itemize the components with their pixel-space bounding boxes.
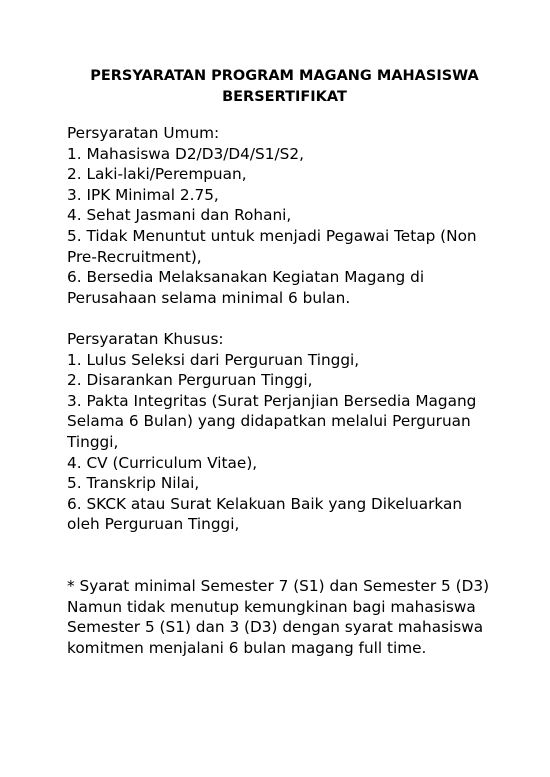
special-requirements bbox=[67, 329, 490, 535]
general-requirement-item: 1. Mahasiswa D2/D3/D4/S1/S2, bbox=[67, 144, 304, 163]
general-requirement-item: 5. Tidak Menuntut untuk menjadi Pegawai Tetap (Non Pre-Recruitment), bbox=[67, 226, 477, 266]
general-requirement-item: 2. Laki-laki/Perempuan, bbox=[67, 165, 247, 184]
document-title-line-2: BERSERTIFIKAT bbox=[222, 89, 347, 105]
general-requirement-item: 3. IPK Minimal 2.75, bbox=[67, 185, 219, 204]
general-requirements-heading: Persyaratan Umum: bbox=[67, 124, 220, 142]
general-requirement-item: 6. Bersedia Melaksanakan Kegiatan Magang di Perusahaan selama minimal 6 bulan. bbox=[67, 268, 425, 307]
special-requirement-item: 1. Lulus Seleksi dari Perguruan Tinggi, bbox=[67, 350, 360, 369]
semester-note bbox=[67, 576, 490, 658]
special-requirement-item: 4. CV (Curriculum Vitae), bbox=[67, 453, 258, 472]
general-requirements bbox=[67, 123, 490, 308]
section-spacer bbox=[67, 535, 490, 576]
document-title bbox=[67, 66, 490, 108]
special-requirements-heading: Persyaratan Khusus: bbox=[67, 329, 224, 348]
semester-note-text: * Syarat minimal Semester 7 (S1) dan Semester 5 (D3) Namun tidak menutup kemungkinan bagi mahasiswa Semester 5 (S1) dan 3 (D3) dengan syarat mahasiswa komitmen menjalani 6 bulan magang full time. bbox=[67, 577, 490, 657]
special-requirement-item: 2. Disarankan Perguruan Tinggi, bbox=[67, 371, 313, 390]
special-requirement-item: 3. Pakta Integritas (Surat Perjanjian Bersedia Magang Selama 6 Bulan) yang didapatkan melalui Perguruan Tinggi, bbox=[67, 391, 477, 451]
special-requirement-item: 5. Transkrip Nilai, bbox=[67, 474, 200, 493]
section-spacer bbox=[67, 308, 490, 329]
special-requirement-item: 6. SKCK atau Surat Kelakuan Baik yang Dikeluarkan oleh Perguruan Tinggi, bbox=[67, 494, 463, 534]
document-title-line-1: PERSYARATAN PROGRAM MAGANG MAHASISWA bbox=[90, 68, 479, 84]
general-requirement-item: 4. Sehat Jasmani dan Rohani, bbox=[67, 206, 292, 225]
